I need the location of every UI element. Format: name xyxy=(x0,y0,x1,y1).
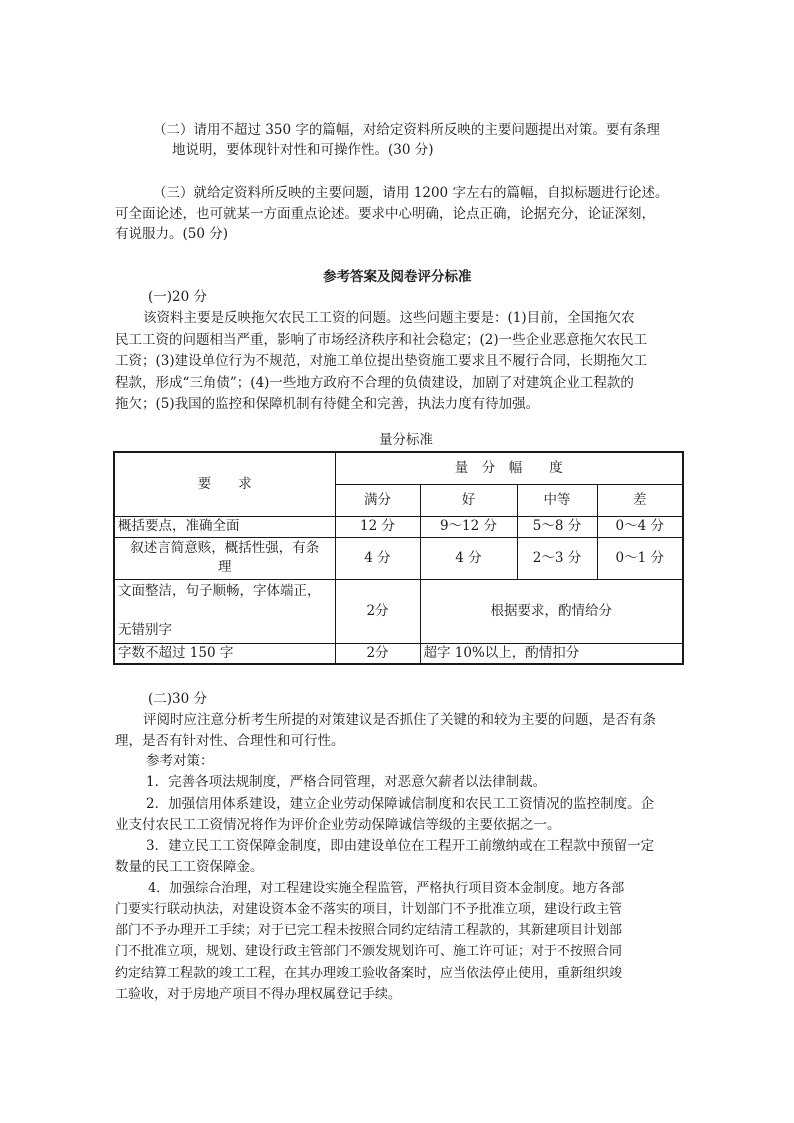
measure-item: 4．加强综合治理，对工程建设实施全程监管，严格执行项目资本金制度。地方各部 xyxy=(148,881,625,896)
note-cell: 根据要求，酌情给分 xyxy=(420,579,683,643)
requirement-cell: 字数不超过 150 字 xyxy=(114,643,335,664)
q3-line-1: （三）就给定资料所反映的主要问题，请用 1200 字左右的篇幅，自拟标题进行论述。 xyxy=(153,185,669,201)
score-cell: 9～12 分 xyxy=(420,516,517,537)
part1-line: 民工工资的问题相当严重，影响了市场经济秩序和社会稳定；(2)一些企业恶意拖欠农民工 xyxy=(115,332,648,348)
level-header: 差 xyxy=(597,484,683,516)
requirement-cell: 概括要点，准确全面 xyxy=(114,516,335,537)
measure-item: 数量的民工工资保障金。 xyxy=(115,859,264,875)
part1-line: 程款，形成“三角债”；(4)一些地方政府不合理的负债建设，加剧了对建筑企业工程款的 xyxy=(115,375,634,391)
requirement-cell xyxy=(114,579,335,643)
part2-intro-line: 评阅时应注意分析考生所提的对策建议是否抓住了关键的和较为主要的问题，是否有条 xyxy=(143,712,656,728)
q2-line-1: （二）请用不超过 350 字的篇幅，对给定资料所反映的主要问题提出对策。要有条理 xyxy=(153,122,660,138)
score-cell: 2～3 分 xyxy=(517,537,597,579)
measure-item: 门不批准立项，规划、建设行政主管部门不颁发规划许可、施工许可证；对于不按照合同 xyxy=(115,944,623,959)
level-header: 满分 xyxy=(335,484,420,516)
score-cell: 5～8 分 xyxy=(517,516,597,537)
q3-line-2: 可全面论述，也可就某一方面重点论述。要求中心明确，论点正确，论据充分，论证深刻， xyxy=(115,206,655,222)
table-row xyxy=(114,643,683,664)
measure-item: 业支付农民工工资情况将作为评价企业劳动保障诚信等级的主要依据之一。 xyxy=(115,817,561,833)
measure-item: 3．建立民工工资保障金制度，即由建设单位在工程开工前缴纳或在工程款中预留一定 xyxy=(146,838,655,854)
part2-heading: (二)30 分 xyxy=(148,691,208,707)
score-cell: 2分 xyxy=(335,643,420,664)
measure-item: 工验收，对于房地产项目不得办理权属登记手续。 xyxy=(115,987,402,1002)
requirement-text: 无错别字 xyxy=(118,621,172,638)
measure-item: 部门不予办理开工手续；对于已完工程未按照合同约定结清工程款的，其新建项目计划部 xyxy=(115,923,623,938)
requirement-text: 文面整洁，句子顺畅，字体端正， xyxy=(118,582,321,599)
requirement-cell xyxy=(114,537,335,579)
score-cell: 0～1 分 xyxy=(597,537,683,579)
score-cell: 12 分 xyxy=(335,516,420,537)
score-cell: 0～4 分 xyxy=(597,516,683,537)
table-row xyxy=(114,537,683,579)
table-row xyxy=(114,579,683,643)
level-header: 中等 xyxy=(517,484,597,516)
measure-item: 1．完善各项法规制度，严格合同管理，对恶意欠薪者以法律制裁。 xyxy=(146,774,547,790)
part1-line: 工资；(3)建设单位行为不规范，对施工单位提出垫资施工要求且不履行合同，长期拖欠工 xyxy=(115,353,648,369)
score-cell: 4 分 xyxy=(420,537,517,579)
measure-item: 门要实行联动执法，对建设资本金不落实的项目，计划部门不予批准立项，建设行政主管 xyxy=(115,902,623,917)
part2-intro-line: 理，是否有针对性、合理性和可行性。 xyxy=(115,733,345,749)
measure-item: 约定结算工程款的竣工工程，在其办理竣工验收备案时，应当依法停止使用，重新组织竣 xyxy=(115,966,623,981)
part1-line: 拖欠；(5)我国的监控和保障机制有待健全和完善，执法力度有待加强。 xyxy=(115,396,540,412)
measure-item: 2．加强信用体系建设，建立企业劳动保障诚信制度和农民工工资情况的监控制度。企 xyxy=(146,796,655,812)
score-cell: 4 分 xyxy=(335,537,420,579)
q3-line-3: 有说服力。(50 分) xyxy=(115,226,229,242)
part1-line: 该资料主要是反映拖欠农民工工资的问题。这些问题主要是：(1)目前，全国拖欠农 xyxy=(143,310,635,326)
score-cell: 2分 xyxy=(335,579,420,643)
part1-heading: (一)20 分 xyxy=(148,289,208,305)
requirement-text: 叙述言简意赅，概括性强，有条 xyxy=(130,540,320,556)
note-cell: 超字 10%以上，酌情扣分 xyxy=(420,643,683,664)
level-header: 好 xyxy=(420,484,517,516)
scoring-table xyxy=(113,451,684,665)
table-caption: 量分标准 xyxy=(379,432,433,448)
table-row xyxy=(114,516,683,537)
requirement-header: 要 求 xyxy=(114,452,335,516)
reference-label: 参考对策： xyxy=(146,753,214,769)
q2-line-2: 地说明，要体现针对性和可操作性。(30 分) xyxy=(172,142,434,158)
answer-title: 参考答案及阅卷评分标准 xyxy=(323,269,472,285)
requirement-text: 理 xyxy=(218,559,232,575)
score-range-header: 量 分 幅 度 xyxy=(335,452,683,484)
